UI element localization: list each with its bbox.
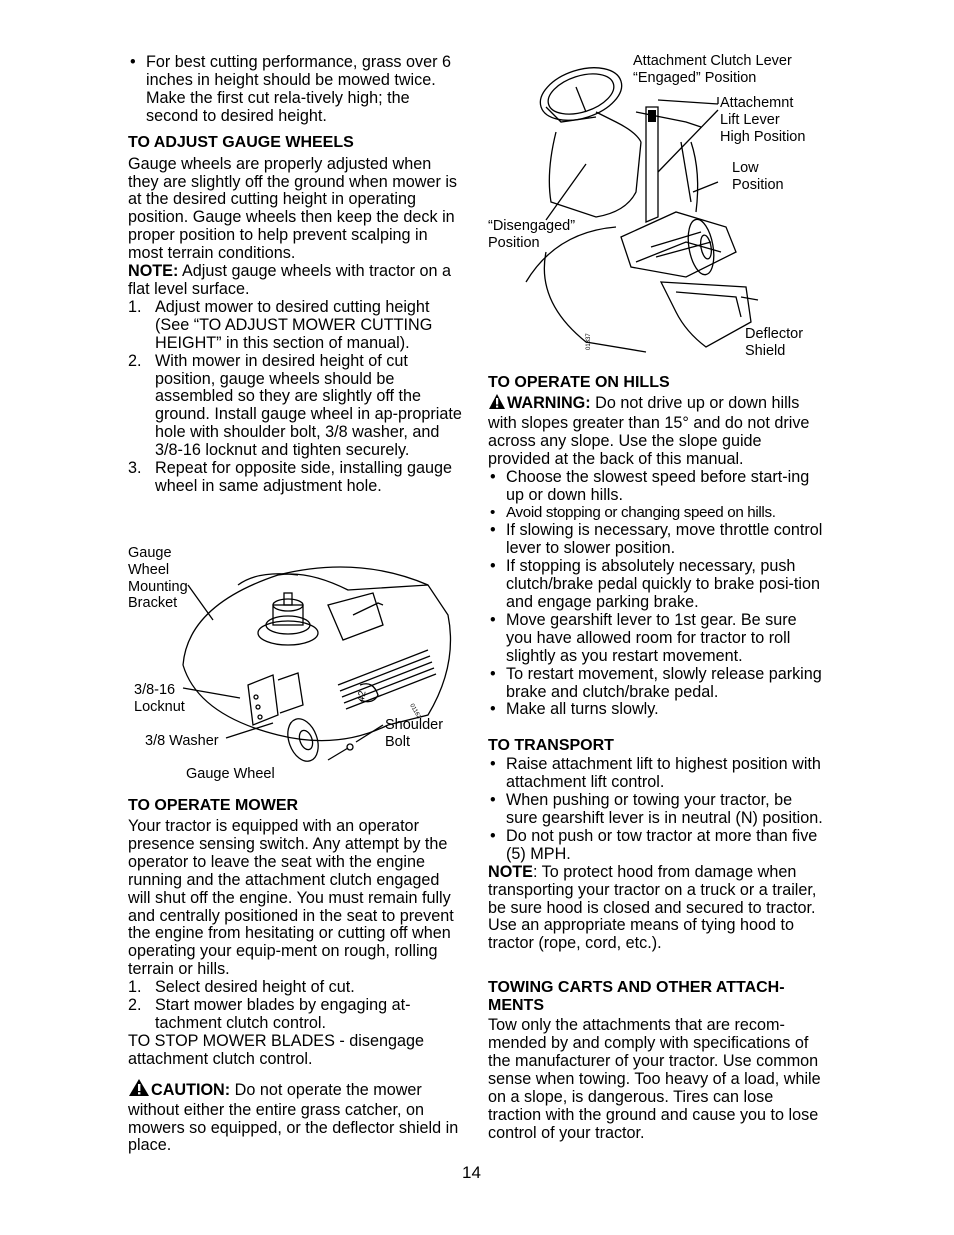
list-item: • Do not push or tow tractor at more than five (5) MPH. [488, 828, 826, 864]
clutch-lever-figure [486, 52, 826, 362]
list-item: • Move gearshift lever to 1st gear. Be sure you have allowed room for tractor to roll slightly as you restart movement. [488, 612, 826, 666]
gauge-wheel-bracket-label: Gauge Wheel Mounting Bracket [128, 545, 188, 612]
stop-blades-text: TO STOP MOWER BLADES - disengage attachment clutch control. [128, 1031, 424, 1068]
caution-paragraph: CAUTION: Do not operate the mower without either the entire grass catcher, on mowers so equipped, or the deflector shield in place. [128, 1078, 466, 1156]
right-column [488, 374, 826, 1143]
list-item: • If slowing is necessary, move throttle control lever to slower position. [488, 522, 826, 558]
transport-bullet-list [488, 756, 826, 863]
disengaged-label: “Disengaged” Position [488, 218, 576, 251]
list-item: 2. Start mower blades by engaging at-tachment clutch control. [128, 996, 411, 1032]
page-number: 14 [462, 1163, 481, 1182]
note-label: NOTE: [128, 262, 179, 281]
list-item: • Avoid stopping or changing speed on hills. [488, 504, 826, 522]
operate-mower-paragraph: Your tractor is equipped with an operator presence sensing switch. Any attempt by the operator to leave the seat with the engine running and the attachment clutch engaged will shut off the engine. You must remain fully and centrally positioned in the seat to prevent the engine from hesitating or cutting off when operating your equip-ment on rough, rolling terrain or hills. [128, 817, 454, 979]
gauge-steps-list [128, 299, 466, 496]
list-item: • When pushing or towing your tractor, be sure gearshift lever is in neutral (N) position. [488, 792, 826, 828]
operate-mower-heading: TO OPERATE MOWER [128, 797, 299, 814]
list-item: • Make all turns slowly. [488, 701, 826, 719]
operate-mower-section [128, 797, 466, 1155]
gauge-wheels-heading: TO ADJUST GAUGE WHEELS [128, 133, 354, 151]
intro-bullet-list [128, 54, 466, 126]
figure-code: 01837 [586, 333, 592, 350]
lift-lever-label: Attachemnt Lift Lever High Position [720, 95, 806, 145]
transport-heading: TO TRANSPORT [488, 737, 614, 755]
transport-note: NOTE: To protect hood from damage when transporting your tractor on a truck or a trailer, be sure hood is closed and secured to tractor. Use an appropriate means of tying hood to tractor (rope, cord, etc.). [488, 862, 817, 953]
caution-label: CAUTION: [151, 1080, 231, 1099]
warning-paragraph: WARNING: Do not drive up or down hills with slopes greater than 15° and do not drive across any slope. Use the slope guide provided at the back of this manual. [488, 394, 810, 468]
left-column [128, 54, 466, 496]
figure-code: 01162 [408, 703, 422, 721]
locknut-label: 3/8-16 Locknut [134, 682, 185, 715]
clutch-engaged-label: Attachment Clutch Lever “Engaged” Position [633, 53, 792, 86]
operate-steps-list [128, 979, 466, 1033]
list-item: • Raise attachment lift to highest position with attachment lift control. [488, 756, 826, 792]
washer-label: 3/8 Washer [145, 733, 219, 749]
gauge-wheel-label: Gauge Wheel [186, 766, 275, 782]
lever-grip-mark [648, 110, 656, 122]
note-label: NOTE [488, 862, 533, 881]
warning-triangle-icon [488, 393, 506, 415]
list-item: 1. Adjust mower to desired cutting height (See “TO ADJUST MOWER CUTTING HEIGHT” in this section of manual). [128, 297, 433, 352]
low-position-label: Low Position [732, 160, 784, 193]
towing-heading: TOWING CARTS AND OTHER ATTACH-MENTS [488, 979, 785, 1015]
list-item: • If stopping is absolutely necessary, push clutch/brake pedal quickly to brake posi-tion and engage parking brake. [488, 558, 826, 612]
shoulder-bolt-label: Shoulder Bolt [385, 717, 444, 750]
hills-heading: TO OPERATE ON HILLS [488, 374, 670, 391]
list-item: • For best cutting performance, grass over 6 inches in height should be mowed twice. Make the first cut rela-tively high; the second to desired height. [128, 54, 466, 126]
deflector-shield-label: Deflector Shield [745, 326, 804, 359]
list-item: • Choose the slowest speed before start-ing up or down hills. [488, 469, 826, 505]
deck-mark: 42 [355, 690, 369, 703]
warning-label: WARNING: [507, 394, 591, 412]
towing-paragraph: Tow only the attachments that are recom-mended by and comply with specifications of the manufacturer of your tractor. Use common sense when towing. Too heavy of a load, while on a slope, is dangerous. Tires can lose traction with the ground and cause you to lose control of your tractor. [488, 1016, 821, 1142]
list-item: • To restart movement, slowly release parking brake and clutch/brake pedal. [488, 666, 826, 702]
gauge-wheels-paragraph: Gauge wheels are properly adjusted when they are slightly off the ground when mower is at the desired cutting height in operating position. Gauge wheels then keep the deck in proper position to help prevent scalping in most terrain conditions. NOTE: Adjust gauge wheels with tractor on a flat level surface. [128, 154, 458, 298]
list-item: 2. With mower in desired height of cut position, gauge wheels should be assembled so they are slightly off the ground. Install gauge wheel in ap-propriate hole with shoulder bolt, 3/8 washer, and 3/8-16 locknut and tighten securely. [128, 351, 462, 460]
list-item: 1. Select desired height of cut. [128, 978, 355, 997]
gauge-wheel-figure [128, 545, 468, 790]
warning-triangle-icon [128, 1078, 150, 1102]
hills-bullet-list [488, 469, 826, 720]
list-item: 3. Repeat for opposite side, installing gauge wheel in same adjustment hole. [128, 459, 452, 495]
